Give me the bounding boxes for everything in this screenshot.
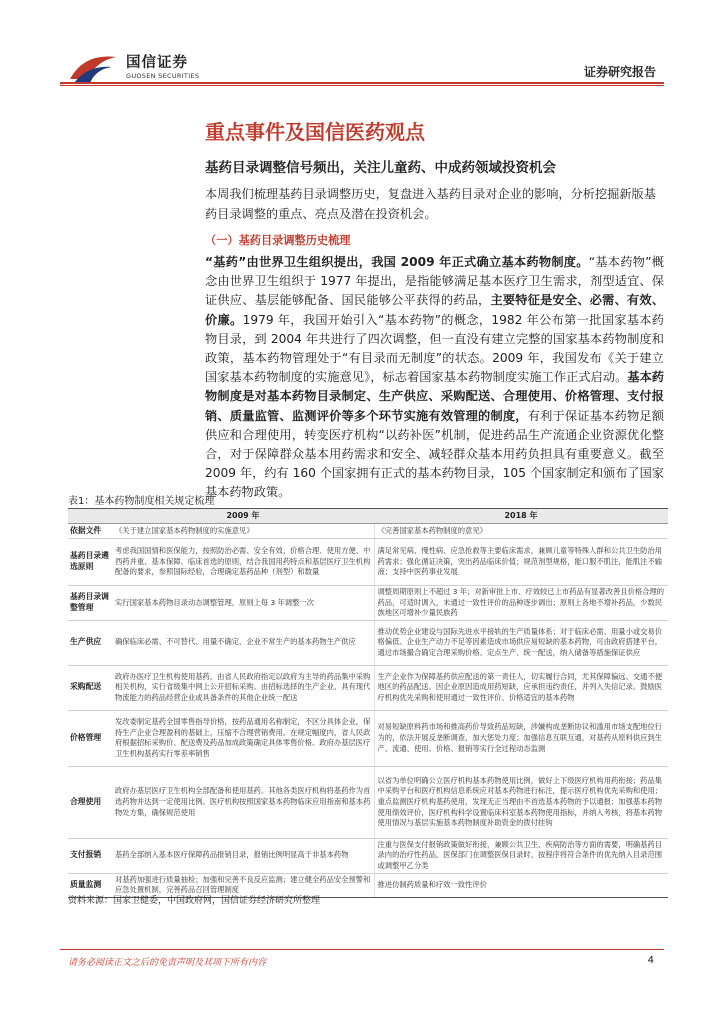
cell-2018: 调整周期原则上不超过 3 年；对新审批上市、疗效较已上市药品有显著改善且价格合理的药品，可适时调入，未通过一致性评价的品种逐步调出；原则上各地不增补药品，少数民族地区可增补少量民族药 <box>374 586 668 621</box>
row-category: 支付报销 <box>68 838 112 873</box>
body-paragraph <box>205 253 664 503</box>
table-header-2009: 2009 年 <box>112 509 374 524</box>
cell-2018: 注重与医保支付报销政策做好衔接，兼顾公共卫生、疾病防治等方面的需要，明确基药目录内的治疗性药品，医保部门在调整医保目录时，按程序将符合条件的优先纳入目录范围或调整甲乙分类 <box>374 838 668 873</box>
cell-2009: 对基药加强进行质量抽检；加强和完善不良反应监测；建立健全药品安全预警和应急处置机制，完善药品召回管理制度 <box>112 873 374 897</box>
intro-paragraph: 本周我们梳理基药目录调整历史，复盘进入基药目录对企业的影响，分析挖掘新版基药目录调整的重点、亮点及潜在投资机会。 <box>205 187 656 221</box>
table-row <box>68 766 668 838</box>
cell-2009: 《关于建立国家基本药物制度的实施意见》 <box>112 524 374 539</box>
cell-2018: 满足常见病、慢性病、应急抢救等主要临床需求，兼顾儿童等特殊人群和公共卫生防治用药需求；强化循证决策，突出药品临床价值；规范剂型规格，能口服不肌注，能肌注不输液；支持中医药事业发展 <box>374 539 668 586</box>
page-title: 重点事件及国信医药观点 <box>205 120 425 144</box>
row-category: 生产供应 <box>68 620 112 665</box>
cell-2009: 实行国家基本药物目录动态调整管理，原则上每 3 年调整一次 <box>112 586 374 621</box>
table-row <box>68 539 668 586</box>
table-row <box>68 710 668 766</box>
table-row <box>68 586 668 621</box>
cell-2009: 确保临床必需、不可替代、用量不确定、企业不常生产的基本药物生产供应 <box>112 620 374 665</box>
row-category: 依据文件 <box>68 524 112 539</box>
cell-2009: 考虑我国国情和医保能力，按照防治必需、安全有效、价格合理、使用方便、中西药并重、基本保障、临床首选的原则，结合我国用药特点和基层医疗卫生机构配备的要求，参照国际经验，合理确定基药品种（剂型）和数量 <box>112 539 374 586</box>
table-header-category <box>68 509 112 524</box>
body-bold-3: 基本药物制度是对基本药物目录制定、生产供应、采购配送、合理使用、价格管理、支付报销、质量监管、监测评价等多个环节实施有效管理的制度， <box>205 370 664 423</box>
row-category: 价格管理 <box>68 710 112 766</box>
policy-table <box>68 508 668 898</box>
body-lead-bold: “基药”由世界卫生组织提出，我国 2009 年正式确立基本药物制度。 <box>205 255 589 269</box>
report-type-label: 证券研究报告 <box>583 65 656 79</box>
row-category: 采购配送 <box>68 665 112 710</box>
table-row <box>68 665 668 710</box>
page-header <box>0 0 724 100</box>
cell-2009: 政府办基层医疗卫生机构全部配备和使用基药。其他各类医疗机构将基药作为首选药物并达到一定使用比例。医疗机构按照国家基本药物临床应用指南和基本药物处方集，确保规范使用 <box>112 766 374 838</box>
table-caption: 表1：基本药物制度相关规定梳理 <box>68 496 215 507</box>
header-divider-thin <box>60 85 664 86</box>
cell-2018: 推进仿制药质量和疗效一致性评价 <box>374 873 668 897</box>
footer-divider <box>60 949 664 950</box>
row-category: 基药目录调整管理 <box>68 586 112 621</box>
table-header-2018: 2018 年 <box>374 509 668 524</box>
logo <box>66 47 200 87</box>
table-row <box>68 524 668 539</box>
cell-2018: 生产企业作为保障基药供应配送的第一责任人，切实履行合同，尤其保障偏远、交通不便地区的药品配送。因企业原因造成用药短缺，应承担违约责任，并列入失信记录。鼓励医疗机构优先采购和使用通过一致性评价、价格适宜的基本药物 <box>374 665 668 710</box>
row-category: 合理使用 <box>68 766 112 838</box>
page-subtitle: 基药目录调整信号频出，关注儿童药、中成药领域投资机会 <box>205 160 556 176</box>
cell-2009: 政府办医疗卫生机构使用基药，由省人民政府指定以政府为主导的药品集中采购相关机构，实行省级集中网上公开招标采购。由招标选择的生产企业、具有现代物流能力的药品经营企业或具备条件的其他企业统一配送 <box>112 665 374 710</box>
row-category: 质量监测 <box>68 873 112 897</box>
body-bold-2: 主要特征是安全、必需、有效、价廉。 <box>205 293 665 327</box>
cell-2009: 基药全部纳入基本医疗保障药品报销目录，报销比例明显高于非基本药物 <box>112 838 374 873</box>
cell-2009: 发改委制定基药全国零售指导价格，按药品通用名称制定，不区分具体企业，保持生产企业合理盈利的基础上，压缩不合理营销费用。在规定幅度内，省人民政府根据招标采购价、配送费及药品加成政策确定具体零售价格。政府办基层医疗卫生机构基药实行零差率销售 <box>112 710 374 766</box>
cell-2018: 推动优势企业建设与国际先进水平接轨的生产质量体系；对于临床必需、用量小或交易价格偏低、企业生产动力不足等因素造成市场供应易短缺的基本药物，可由政府搭建平台，通过市场撮合确定合理采购价格、定点生产、统一配送，纳入储备等措施保证供应 <box>374 620 668 665</box>
table-row <box>68 838 668 873</box>
footer-disclaimer: 请务必阅读正文之后的免责声明及其项下所有内容 <box>68 958 267 968</box>
table-source-note: 资料来源：国家卫健委，中国政府网，国信证券经济研究所整理 <box>68 896 321 906</box>
header-divider <box>60 82 664 84</box>
row-category: 基药目录遴选原则 <box>68 539 112 586</box>
logo-text-cn: 国信证券 <box>126 55 188 71</box>
cell-2018: 以省为单位明确公立医疗机构基本药物使用比例，做好上下级医疗机构用药衔接；药品集中采购平台和医疗机构信息系统应对基本药物进行标注，提示医疗机构优先采购和使用；重点监测医疗机构基药使用，发现无正当理由不首选基本药物的予以通报；加强基本药物使用绩效评价，医疗机构科学设置临床科室基本药物使用指标，并纳入考核，将基本药物使用情况与基层实施基本药物制度补助资金的拨付挂钩 <box>374 766 668 838</box>
body-text-c: 有利于保证基本药物足额供应和合理使用，转变医疗机构“以药补医”机制，促进药品生产流通企业资源优化整合，对于保障群众基本用药需求和安全、减轻群众基本用药负担具有重要意义。截至 2009 年，约有 160 个国家拥有正式的基本药物目录，105 个国家制定和颁布了国家基本药物政策。 <box>205 408 665 500</box>
cell-2018: 《完善国家基本药物制度的意见》 <box>374 524 668 539</box>
logo-text-en: GUOSEN SECURITIES <box>126 72 200 80</box>
section-heading: （一）基药目录调整历史梳理 <box>205 234 351 247</box>
body-text-b: 1979 年，我国开始引入“基本药物”的概念，1982 年公布第一批国家基本药物目录，到 2004 年共进行了四次调整，但一直没有建立完整的国家基本药物制度和政策，基本药物管理处于“有目录而无制度”的状态。2009 年，我国发布《关于建立国家基本药物制度的实施意见》，标志着国家基本药物制度实施工作正式启动。 <box>205 312 664 385</box>
table-row <box>68 620 668 665</box>
table-header-row <box>68 509 668 524</box>
page-number: 4 <box>647 955 654 966</box>
body-text-a: “基本药物”概念由世界卫生组织于 1977 年提出，是指能够满足基本医疗卫生需求，剂型适宜、保证供应、基层能够配备、国民能够公平获得的药品， <box>205 255 664 308</box>
guosen-logo-icon <box>66 47 122 87</box>
cell-2018: 对易短缺原料药市场和推高药价导致药品短缺，涉嫌构成垄断协议和滥用市场支配地位行为的，依法开展反垄断调查，加大惩处力度；加强信息互联互通，对基药从原料供应到生产、流通、使用、价格、报销等实行全过程动态监测 <box>374 710 668 766</box>
